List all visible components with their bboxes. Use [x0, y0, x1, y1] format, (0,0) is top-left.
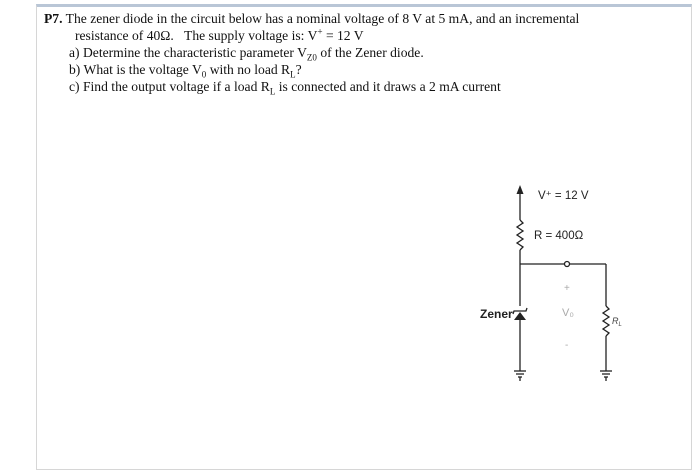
load-label-main: R: [612, 316, 619, 326]
vplus-value: = 12 V: [325, 28, 364, 43]
problem-number: P7.: [44, 11, 63, 26]
output-voltage-label: V₀: [562, 307, 574, 319]
problem-statement-1: The zener diode in the circuit below has a nominal voltage of 8 V at 5 mA, and an incremental: [65, 11, 580, 26]
vplus-symbol: V: [307, 28, 318, 43]
ground-icon: [514, 371, 526, 381]
part-b-sub2: L: [290, 69, 296, 80]
part-c-sub: L: [269, 86, 276, 97]
part-a-label: a): [69, 45, 80, 60]
part-c-text2: is connected and it draws a 2 mA current: [278, 79, 501, 94]
resistor-r-icon: [517, 220, 523, 250]
load-ground-icon: [600, 371, 612, 381]
plus-sign: +: [564, 283, 570, 294]
zener-diode-icon: [513, 308, 527, 320]
output-terminal-plus-icon: [565, 262, 570, 267]
supply-arrow-icon: [517, 185, 524, 194]
part-c-label: c): [69, 79, 80, 94]
problem-statement-2b: The supply voltage is:: [184, 28, 305, 43]
part-a-text1: Determine the characteristic parameter V: [82, 45, 307, 60]
part-b-text3: ?: [295, 62, 302, 77]
part-a-text2: of the Zener diode.: [320, 45, 424, 60]
part-b-text1: What is the voltage V: [83, 62, 202, 77]
part-b-text2: with no load R: [209, 62, 291, 77]
part-b-label: b): [69, 62, 81, 77]
vplus-sup: +: [317, 26, 323, 37]
resistor-label: R = 400Ω: [534, 230, 584, 242]
load-label: [612, 316, 622, 328]
load-resistor-icon: [603, 306, 609, 336]
load-label-sub: L: [618, 322, 622, 328]
problem-statement-2a: resistance of 40Ω.: [75, 28, 174, 43]
supply-label: V⁺ = 12 V: [538, 190, 589, 202]
part-c-text1: Find the output voltage if a load R: [82, 79, 270, 94]
zener-label: Zener: [480, 307, 513, 321]
part-a-sub: Z0: [306, 52, 317, 63]
part-b-sub: 0: [201, 69, 207, 80]
minus-sign: -: [565, 340, 569, 351]
